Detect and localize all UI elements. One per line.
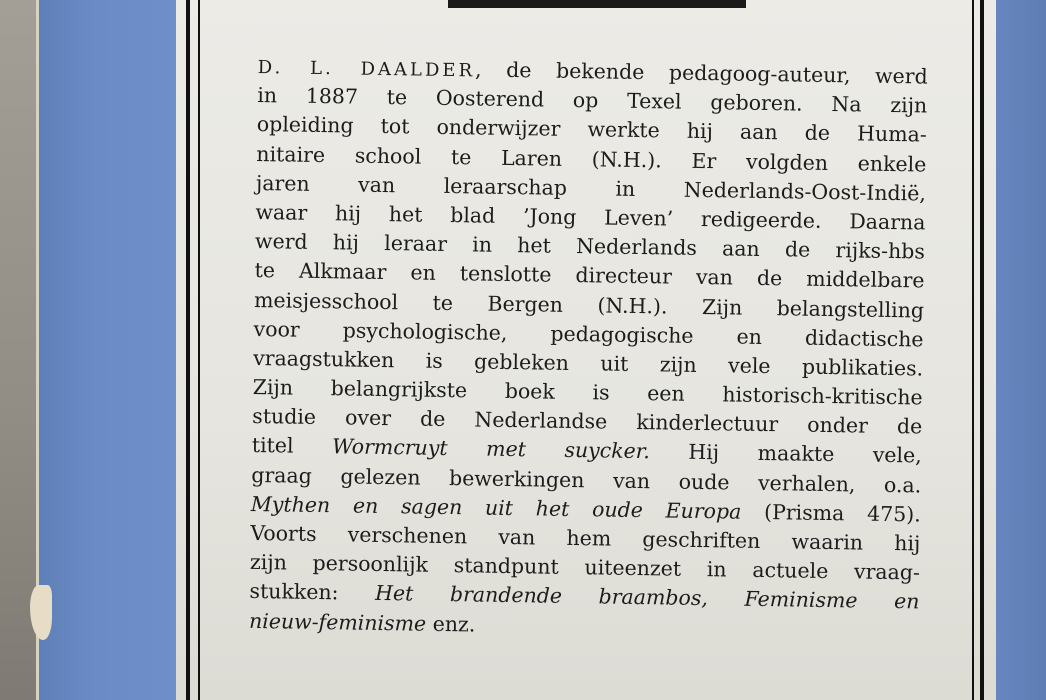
bio-line: nitaire school te Laren (N.H.). Er volgden enkele (256, 141, 927, 177)
book-title-wormcruyt: Wormcruyt met suycker. (331, 434, 651, 464)
bio-line: jaren van leraarschap in Nederlands-Oost-Indië, (255, 170, 927, 206)
author-photo-edge (448, 0, 746, 8)
bio-line: studie over de Nederlandse kinderlectuur onder de (252, 404, 923, 439)
bio-line: D. L. DAALDER, de bekende pedagoog-auteur, werd (257, 56, 928, 89)
book-cover-left (36, 0, 179, 700)
book-cover-right (990, 0, 1046, 700)
border-rule-left-outer (186, 0, 190, 700)
bio-line: opleiding tot onderwijzer werkte hij aan de Huma- (256, 112, 927, 147)
bio-line: titel Wormcruyt met suycker. Hij maakte vele, (251, 433, 922, 468)
bio-line: in 1887 te Oosterend op Texel geboren. Na zijn (257, 83, 928, 118)
book-title-feminisme: nieuw-feminisme (248, 608, 427, 636)
bio-line: te Alkmaar en tenslotte directeur van de middelbare (254, 258, 925, 293)
bio-line: voor psychologische, pedagogische en didactische (253, 316, 924, 352)
bio-line: waar hij het blad ’Jong Leven’ redigeerde. Daarna (255, 199, 926, 235)
bio-line: Voorts verschenen van hem geschriften waarin hij (250, 520, 921, 556)
bio-line: graag gelezen bewerkingen van oude verhalen, o.a. (251, 462, 922, 498)
author-name: D. L. DAALDER (257, 56, 476, 82)
bio-line: zijn persoonlijk standpunt uiteenzet in actuele vraag- (249, 550, 921, 585)
border-rule-right-outer (980, 0, 984, 700)
bio-line: meisjesschool te Bergen (N.H.). Zijn belangstelling (253, 287, 925, 322)
bio-line: vraagstukken is gebleken uit zijn vele publikaties. (253, 345, 924, 381)
bio-line: Mythen en sagen uit het oude Europa (Prisma 475). (250, 491, 921, 527)
border-rule-right-inner (972, 0, 974, 700)
author-biography (249, 52, 928, 646)
bio-line: Zijn belangrijkste boek is een historisch-kritische (252, 375, 923, 410)
bio-line: stukken: Het brandende braambos, Feminisme en (249, 579, 920, 614)
book-title-braambos: Het brandende braambos, Feminisme en (374, 581, 920, 614)
bio-line: nieuw-feminisme enz. (248, 608, 476, 637)
bio-line: werd hij leraar in het Nederlands aan de rijks-hbs (254, 229, 926, 264)
border-rule-left-inner (198, 0, 200, 700)
book-title-mythen: Mythen en sagen uit het oude Europa (250, 491, 742, 524)
